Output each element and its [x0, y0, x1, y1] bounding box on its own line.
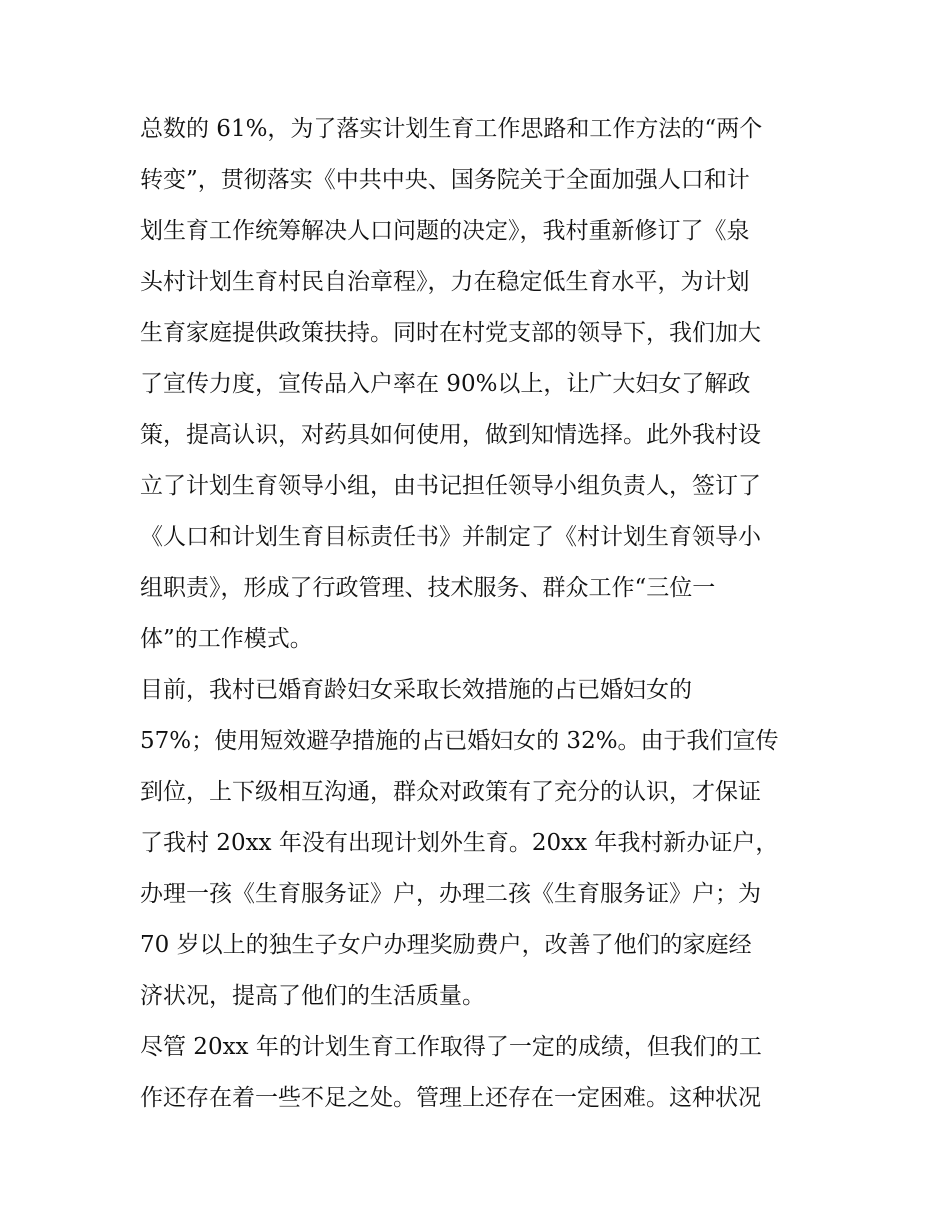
text-line: 了宣传力度，宣传品入户率在 90%以上，让广大妇女了解政	[140, 371, 751, 397]
paragraph-2	[140, 665, 820, 1022]
text-line: 划生育工作统筹解决人口问题的决定》，我村重新修订了《泉	[140, 218, 750, 244]
text-line: 立了计划生育领导小组，由书记担任领导小组负责人，签订了	[140, 473, 761, 499]
text-line: 到位，上下级相互沟通，群众对政策有了充分的认识，才保证	[140, 779, 761, 805]
text-line: 济状况，提高了他们的生活质量。	[140, 983, 485, 1009]
text-line: 体”的工作模式。	[140, 626, 313, 652]
text-line: 尽管 20xx 年的计划生育工作取得了一定的成绩，但我们的工	[140, 1034, 762, 1060]
text-line: 《人口和计划生育目标责任书》并制定了《村计划生育领导小	[140, 524, 761, 550]
text-line: 作还存在着一些不足之处。管理上还存在一定困难。这种状况	[140, 1085, 761, 1111]
text-line: 组职责》，形成了行政管理、技术服务、群众工作“三位一	[140, 575, 716, 601]
text-line: 目前，我村已婚育龄妇女采取长效措施的占已婚妇女的	[140, 677, 692, 703]
text-line: 了我村 20xx 年没有出现计划外生育。20xx 年我村新办证户，	[140, 830, 779, 856]
text-line: 转变”，贯彻落实《中共中央、国务院关于全面加强人口和计	[140, 167, 750, 193]
text-line: 办理一孩《生育服务证》户，办理二孩《生育服务证》户；为	[140, 881, 761, 907]
text-line: 生育家庭提供政策扶持。同时在村党支部的领导下，我们加大	[140, 320, 761, 346]
text-line: 策，提高认识，对药具如何使用，做到知情选择。此外我村设	[140, 422, 761, 448]
text-line: 70 岁以上的独生子女户办理奖励费户，改善了他们的家庭经	[140, 932, 752, 958]
text-line: 头村计划生育村民自治章程》，力在稳定低生育水平，为计划	[140, 269, 750, 295]
paragraph-1	[140, 104, 820, 665]
text-line: 57%；使用短效避孕措施的占已婚妇女的 32%。由于我们宣传	[140, 728, 779, 754]
paragraph-3	[140, 1022, 820, 1124]
document-body	[140, 104, 820, 1124]
text-line: 总数的 61%，为了落实计划生育工作思路和工作方法的“两个	[140, 116, 763, 142]
